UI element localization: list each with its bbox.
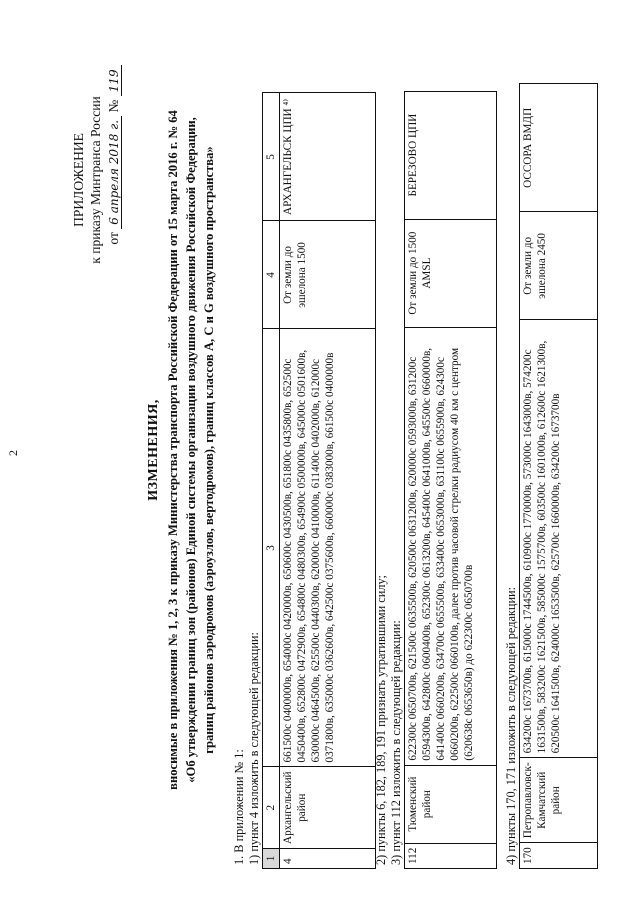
handwritten-date: 6 апреля 2018 г. <box>107 116 122 229</box>
row-number: 170 <box>520 843 598 869</box>
row-number: 112 <box>405 843 497 868</box>
appendix-block <box>70 65 104 295</box>
appendix-date-line <box>106 65 122 245</box>
row-altitude-limit: От земли до эшелона 2450 <box>520 212 598 320</box>
header-col-1: 1 <box>263 849 280 869</box>
row-coordinates: 622300с 0650700в, 621500с 0635500в, 620500с 0631200в, 620000с 0593000в, 631200с 0594300в, 642800с 0600400в, 652300с 0613200в, 645400с 0641000в, 645500с 0660000в, 641400с 0660200в, 634700с 0655500в, 633400с 0653000в, 631100с 0655900в, 624300с 0660200в, 622500с 0660100в, далее против часовой стрелки радиусом 40 км с центром (620638с 0653650в) до 622300с 0650700в <box>405 327 497 765</box>
table-header-row <box>263 93 280 869</box>
table-row <box>520 84 598 869</box>
row-altitude-limit: От земли до эшелона 1500 <box>280 221 376 329</box>
header-col-2: 2 <box>263 767 280 849</box>
section-3: 3) пункт 112 изложить в следующей редакции: <box>389 620 403 865</box>
intro-line-2: 1) пункт 4 изложить в следующей редакции: <box>247 632 261 865</box>
number-prefix: № <box>106 99 121 113</box>
table-row <box>405 91 497 868</box>
table-item-170 <box>519 83 598 869</box>
subheading-line-2: «Об утверждении границ зон (районов) Единой системы организации воздушного движения Российской Федерации, <box>184 117 198 783</box>
document-heading: ИЗМЕНЕНИЯ, <box>146 399 161 501</box>
section-2: 2) пункты 6, 182, 189, 191 признать утратившими силу; <box>374 575 388 865</box>
row-control-center: БЕРЕЗОВО ЦПИ <box>405 91 497 219</box>
header-col-3: 3 <box>263 329 280 767</box>
page-number: 2 <box>6 450 20 456</box>
row-control-center: ОССОРА ВМДП <box>520 84 598 212</box>
intro-line-1: 1. В приложении № 1: <box>232 749 246 865</box>
row-region: Архангельский район <box>280 767 376 849</box>
intro-block <box>232 632 262 865</box>
row-coordinates: 661500с 0400000в, 654000с 0420000в, 650600с 0430500в, 651800с 0435800в, 652500с 0450400в, 652800с 0472900в, 654800с 0480300в, 654900с 0500000в, 645000с 0501600в, 630000с 0464500в, 625500с 0440300в, 620000с 0410000в, 611400с 0402000в, 612000с 0371800в, 635000с 0362600в, 642500с 0375600в, 660000с 0383000в, 661500с 0400000в <box>280 329 376 767</box>
row-coordinates: 634200с 1673700в, 615000с 1744500в, 610900с 1770000в, 573000с 1643000в, 574200с 1631500в, 583200с 1621500в, 585000с 1575700в, 603500с 1601000в, 612600с 1621300в, 620500с 1641500в, 624000с 1653500в, 625700с 1660000в, 634200с 1673700в <box>520 320 598 758</box>
date-prefix: от <box>106 232 121 245</box>
header-col-5: 5 <box>263 93 280 221</box>
table-item-4 <box>262 92 376 869</box>
table-row <box>280 93 376 869</box>
appendix-line2: к приказу Минтранса России <box>88 96 103 264</box>
handwritten-number: 119 <box>107 65 122 96</box>
row-region: Тюменский район <box>405 765 497 843</box>
row-number: 4 <box>280 849 376 869</box>
row-region: Петропавловск-Камчатский район <box>520 758 598 843</box>
row-control-center: АРХАНГЕЛЬСК ЦПИ ⁴⁾ <box>280 93 376 221</box>
document-subheading <box>164 45 218 855</box>
table-item-112 <box>404 91 497 869</box>
subheading-line-3: границ районов аэродромов (аэроузлов, вертодромов), границ классов A, C и G воздушного пространства» <box>202 146 216 754</box>
section-4: 4) пункты 170, 171 изложить в следующей редакции: <box>504 586 518 865</box>
appendix-title: ПРИЛОЖЕНИЕ <box>71 133 86 227</box>
row-altitude-limit: От земли до 1500 AMSL <box>405 219 497 327</box>
header-col-4: 4 <box>263 221 280 329</box>
subheading-line-1: вносимые в приложения № 1, 2, 3 к приказу Министерства транспорта Российской Федерации от 15 марта 2016 г. № 64 <box>166 110 180 790</box>
